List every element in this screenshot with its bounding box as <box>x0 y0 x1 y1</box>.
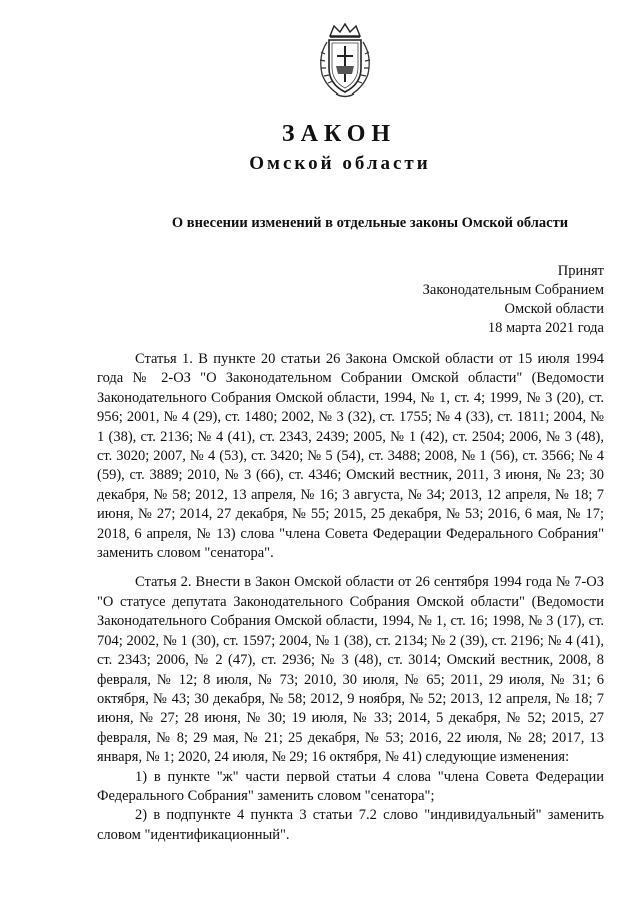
law-name: О внесении изменений в отдельные законы Омской области <box>171 215 569 231</box>
article-2-item-2: 2) в подпункте 4 пункта 3 статьи 7.2 слово "индивидуальный" заменить словом "идентификационный". <box>97 807 604 843</box>
adoption-block <box>423 262 604 338</box>
adoption-line: Омской области <box>504 301 604 317</box>
adoption-date: 18 марта 2021 года <box>487 320 604 336</box>
article-2: Статья 2. Внести в Закон Омской области от 26 сентября 1994 года № 7-ОЗ "О статусе депутата Законодательного Собрания Омской области" (Ведомости Законодательного Собрания Омской области, 1994, № 1, ст. 16; 1998, № 3 (17), ст. 704; 2002, № 1 (30), ст. 1597; 2004, № 1 (38), ст. 2134; № 2 (39), ст. 2196; № 4 (41), ст. 2343; 2006, № 2 (47), ст. 2936; № 3 (48), ст. 3014; Омский вестник, 2008, 8 февраля, № 12; 8 июля, № 73; 2010, 30 июля, № 65; 2011, 29 июля, № 31; 6 октября, № 43; 30 декабря, № 58; 2012, 9 ноября, № 52; 2013, 12 апреля, № 18; 7 июня, № 27; 28 июня, № 30; 19 июля, № 33; 2014, 5 декабря, № 52; 2015, 27 февраля, № 8; 29 мая, № 21; 25 декабря, № 53; 2016, 22 июля, № 28; 2017, 13 января, № 1; 2020, 24 июля, № 29; 16 октября, № 41) следующие изменения: <box>97 574 604 766</box>
adoption-line: Законодательным Собранием <box>422 282 604 298</box>
article-2-item-1: 1) в пункте "ж" части первой статьи 4 слова "члена Совета Федерации Федерального Собрания" заменить словом "сенатора"; <box>97 768 604 804</box>
region-name: Омской области <box>249 153 431 174</box>
article-1: Статья 1. В пункте 20 статьи 26 Закона Омской области от 15 июля 1994 года № 2-ОЗ "О Законодательном Собрании Омской области" (Ведомости Законодательного Собрания Омской области, 1994, № 1, ст. 4; 1999, № 3 (20), ст. 956; 2001, № 4 (29), ст. 1480; 2002, № 3 (32), ст. 1755; № 4 (33), ст. 1811; 2004, № 1 (38), ст. 2136; № 4 (41), ст. 2343, 2439; 2005, № 1 (42), ст. 2504; 2006, № 3 (48), ст. 3020; 2007, № 4 (53), ст. 3420; № 5 (54), ст. 3488; 2008, № 1 (56), ст. 3566; № 4 (59), ст. 3889; 2010, № 3 (66), ст. 4346; Омский вестник, 2011, 3 июня, № 23; 30 декабря, № 58; 2012, 13 апреля, № 16; 3 августа, № 34; 2013, 12 апреля, № 18; 7 июня, № 27; 2014, 27 декабря, № 55; 2015, 25 декабря, № 53; 2016, 6 мая, № 17; 2018, 6 апреля, № 13) слова "члена Совета Федерации Федерального Собрания" заменить словом "сенатора". <box>97 351 604 562</box>
law-body <box>97 350 604 845</box>
law-title: ЗАКОН <box>281 121 397 147</box>
adoption-line: Принят <box>557 263 604 279</box>
omsk-coat-of-arms-icon <box>312 22 378 100</box>
